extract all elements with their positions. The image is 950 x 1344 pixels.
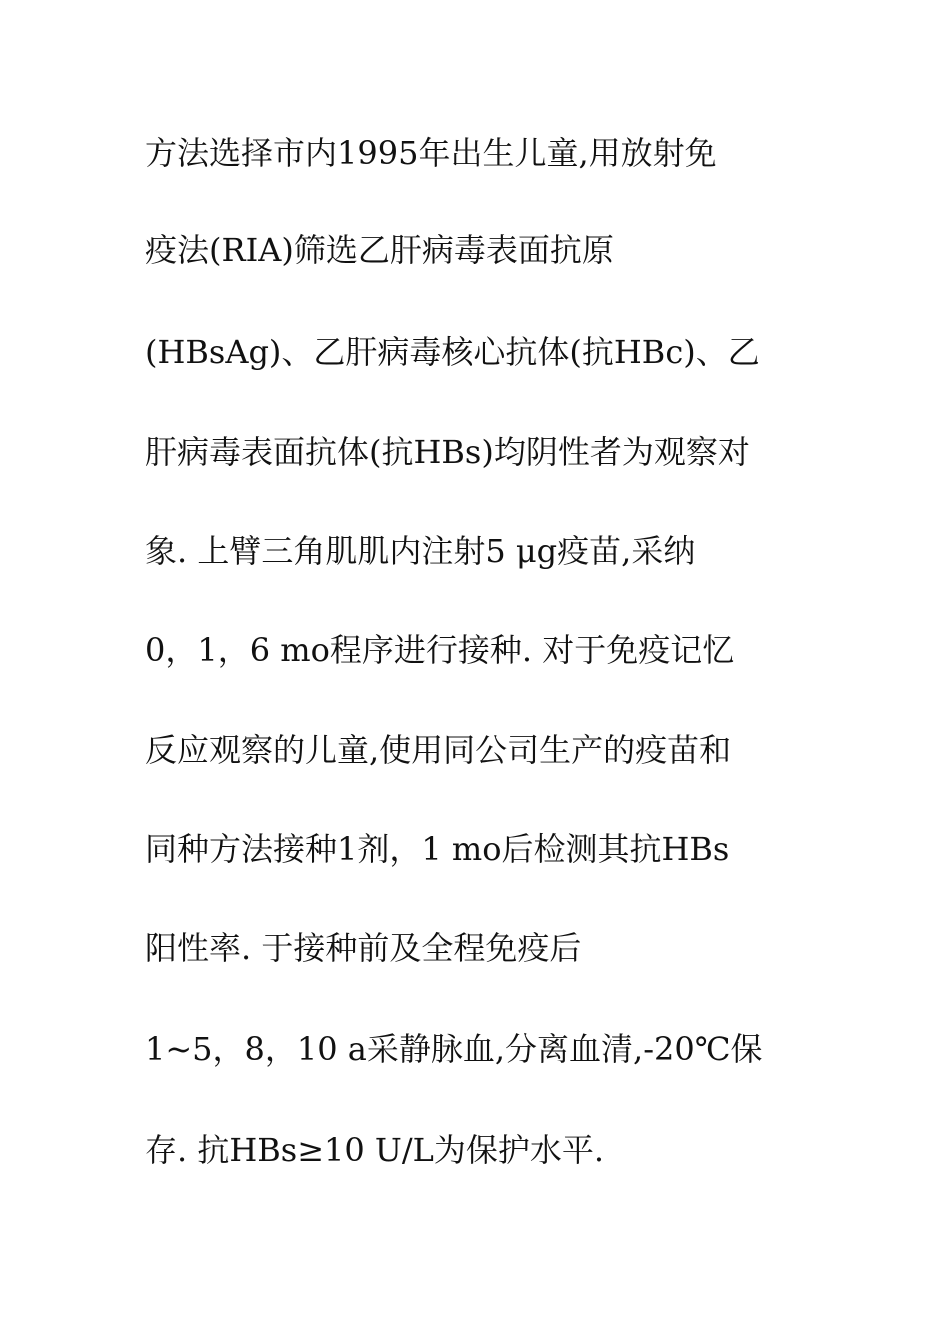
text-line-5: 象. 上臂三角肌肌内注射5 μg疫苗,采纳 [145, 532, 696, 570]
text-line-6: 0，1，6 mo程序进行接种. 对于免疫记忆 [145, 631, 735, 669]
text-line-10: 1~5，8，10 a采静脉血,分离血清,-20℃保 [145, 1030, 763, 1068]
text-line-4: 肝病毒表面抗体(抗HBs)均阴性者为观察对 [145, 433, 750, 471]
text-line-2: 疫法(RIA)筛选乙肝病毒表面抗原 [145, 231, 614, 269]
text-line-8: 同种方法接种1剂，1 mo后检测其抗HBs [145, 830, 730, 868]
text-line-1: 方法选择市内1995年出生儿童,用放射免 [145, 134, 717, 172]
text-line-9: 阳性率. 于接种前及全程免疫后 [145, 929, 582, 967]
text-line-7: 反应观察的儿童,使用同公司生产的疫苗和 [145, 731, 732, 769]
text-line-11: 存. 抗HBs≥10 U/L为保护水平. [145, 1131, 605, 1169]
text-line-3: (HBsAg)、乙肝病毒核心抗体(抗HBc)、乙 [145, 333, 760, 371]
